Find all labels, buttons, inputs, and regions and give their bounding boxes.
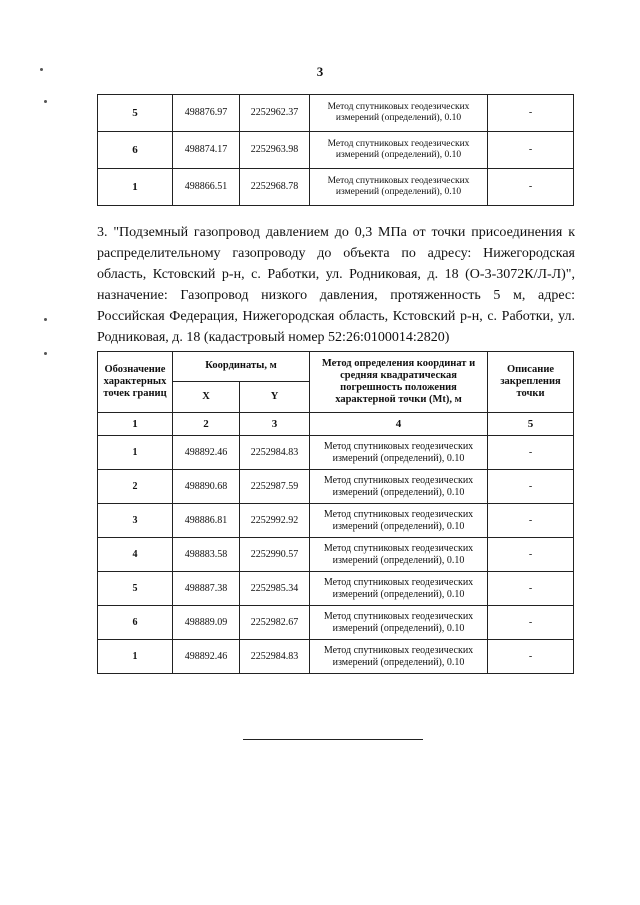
header-description: Описание закрепления точки — [488, 352, 574, 413]
coordinates-table — [97, 351, 574, 674]
method-cell: Метод спутниковых геодезических измерений (определений), 0.10 — [310, 572, 488, 606]
x-cell: 498876.97 — [173, 95, 240, 132]
x-cell: 498887.38 — [173, 572, 240, 606]
page-number: 3 — [316, 64, 324, 79]
y-cell: 2252992.92 — [240, 504, 310, 538]
point-cell: 6 — [98, 606, 173, 640]
point-cell: 3 — [98, 504, 173, 538]
method-cell: Метод спутниковых геодезических измерений (определений), 0.10 — [310, 538, 488, 572]
method-cell: Метод спутниковых геодезических измерений (определений), 0.10 — [310, 504, 488, 538]
y-cell: 2252962.37 — [240, 95, 310, 132]
table-row — [98, 640, 574, 674]
method-cell: Метод спутниковых геодезических измерений (определений), 0.10 — [310, 95, 488, 132]
point-cell: 5 — [98, 572, 173, 606]
method-cell: Метод спутниковых геодезических измерений (определений), 0.10 — [310, 606, 488, 640]
header-x: X — [173, 382, 240, 413]
table-row — [98, 132, 574, 169]
desc-cell: - — [488, 606, 574, 640]
column-number: 1 — [98, 413, 173, 436]
method-cell: Метод спутниковых геодезических измерений (определений), 0.10 — [310, 132, 488, 169]
point-cell: 5 — [98, 95, 173, 132]
coordinates-table-continued — [97, 94, 574, 206]
header-coordinates: Координаты, м — [173, 352, 310, 382]
x-cell: 498866.51 — [173, 169, 240, 206]
column-number: 5 — [488, 413, 574, 436]
y-cell: 2252990.57 — [240, 538, 310, 572]
table-row — [98, 169, 574, 206]
desc-cell: - — [488, 640, 574, 674]
desc-cell: - — [488, 470, 574, 504]
y-cell: 2252968.78 — [240, 169, 310, 206]
point-cell: 1 — [98, 640, 173, 674]
table-row — [98, 504, 574, 538]
column-number: 3 — [240, 413, 310, 436]
x-cell: 498890.68 — [173, 470, 240, 504]
column-number: 4 — [310, 413, 488, 436]
table-row — [98, 606, 574, 640]
table-row — [98, 572, 574, 606]
y-cell: 2252984.83 — [240, 640, 310, 674]
table-row — [98, 436, 574, 470]
point-cell: 2 — [98, 470, 173, 504]
x-cell: 498892.46 — [173, 640, 240, 674]
header-y: Y — [240, 382, 310, 413]
y-cell: 2252963.98 — [240, 132, 310, 169]
header-point: Обозначение характерных точек границ — [98, 352, 173, 413]
scan-speck — [44, 352, 47, 355]
column-number: 2 — [173, 413, 240, 436]
desc-cell: - — [488, 504, 574, 538]
point-cell: 6 — [98, 132, 173, 169]
table-row — [98, 538, 574, 572]
y-cell: 2252985.34 — [240, 572, 310, 606]
method-cell: Метод спутниковых геодезических измерений (определений), 0.10 — [310, 640, 488, 674]
desc-cell: - — [488, 132, 574, 169]
desc-cell: - — [488, 169, 574, 206]
method-cell: Метод спутниковых геодезических измерений (определений), 0.10 — [310, 470, 488, 504]
desc-cell: - — [488, 436, 574, 470]
point-cell: 1 — [98, 436, 173, 470]
x-cell: 498886.81 — [173, 504, 240, 538]
closing-rule — [243, 739, 423, 740]
y-cell: 2252984.83 — [240, 436, 310, 470]
x-cell: 498883.58 — [173, 538, 240, 572]
x-cell: 498889.09 — [173, 606, 240, 640]
column-numbers-row — [98, 413, 574, 436]
x-cell: 498874.17 — [173, 132, 240, 169]
point-cell: 1 — [98, 169, 173, 206]
x-cell: 498892.46 — [173, 436, 240, 470]
method-cell: Метод спутниковых геодезических измерений (определений), 0.10 — [310, 436, 488, 470]
desc-cell: - — [488, 95, 574, 132]
table-row — [98, 470, 574, 504]
desc-cell: - — [488, 572, 574, 606]
header-method: Метод определения координат и средняя квадратическая погрешность положения характерной точки (Mt), м — [310, 352, 488, 413]
table-row — [98, 95, 574, 132]
method-cell: Метод спутниковых геодезических измерений (определений), 0.10 — [310, 169, 488, 206]
scan-speck — [44, 318, 47, 321]
y-cell: 2252982.67 — [240, 606, 310, 640]
object-description-paragraph: 3. "Подземный газопровод давлением до 0,3 МПа от точки присоединения к распределительному газопроводу до объекта по адресу: Нижегородская область, Кстовский р-н, с. Работки, ул. Родниковая, д. 18 (О-3-3072К/Л-Л)", назначение: Газопровод низкого давления, протяженность 5 м, адрес: Российская Федерация, Нижегородская область, Кстовский р-н, с. Работки, ул. Родниковая, д. 18 (кадастровый номер 52:26:0100014:2820) — [97, 225, 575, 345]
scan-speck — [44, 100, 47, 103]
desc-cell: - — [488, 538, 574, 572]
y-cell: 2252987.59 — [240, 470, 310, 504]
point-cell: 4 — [98, 538, 173, 572]
